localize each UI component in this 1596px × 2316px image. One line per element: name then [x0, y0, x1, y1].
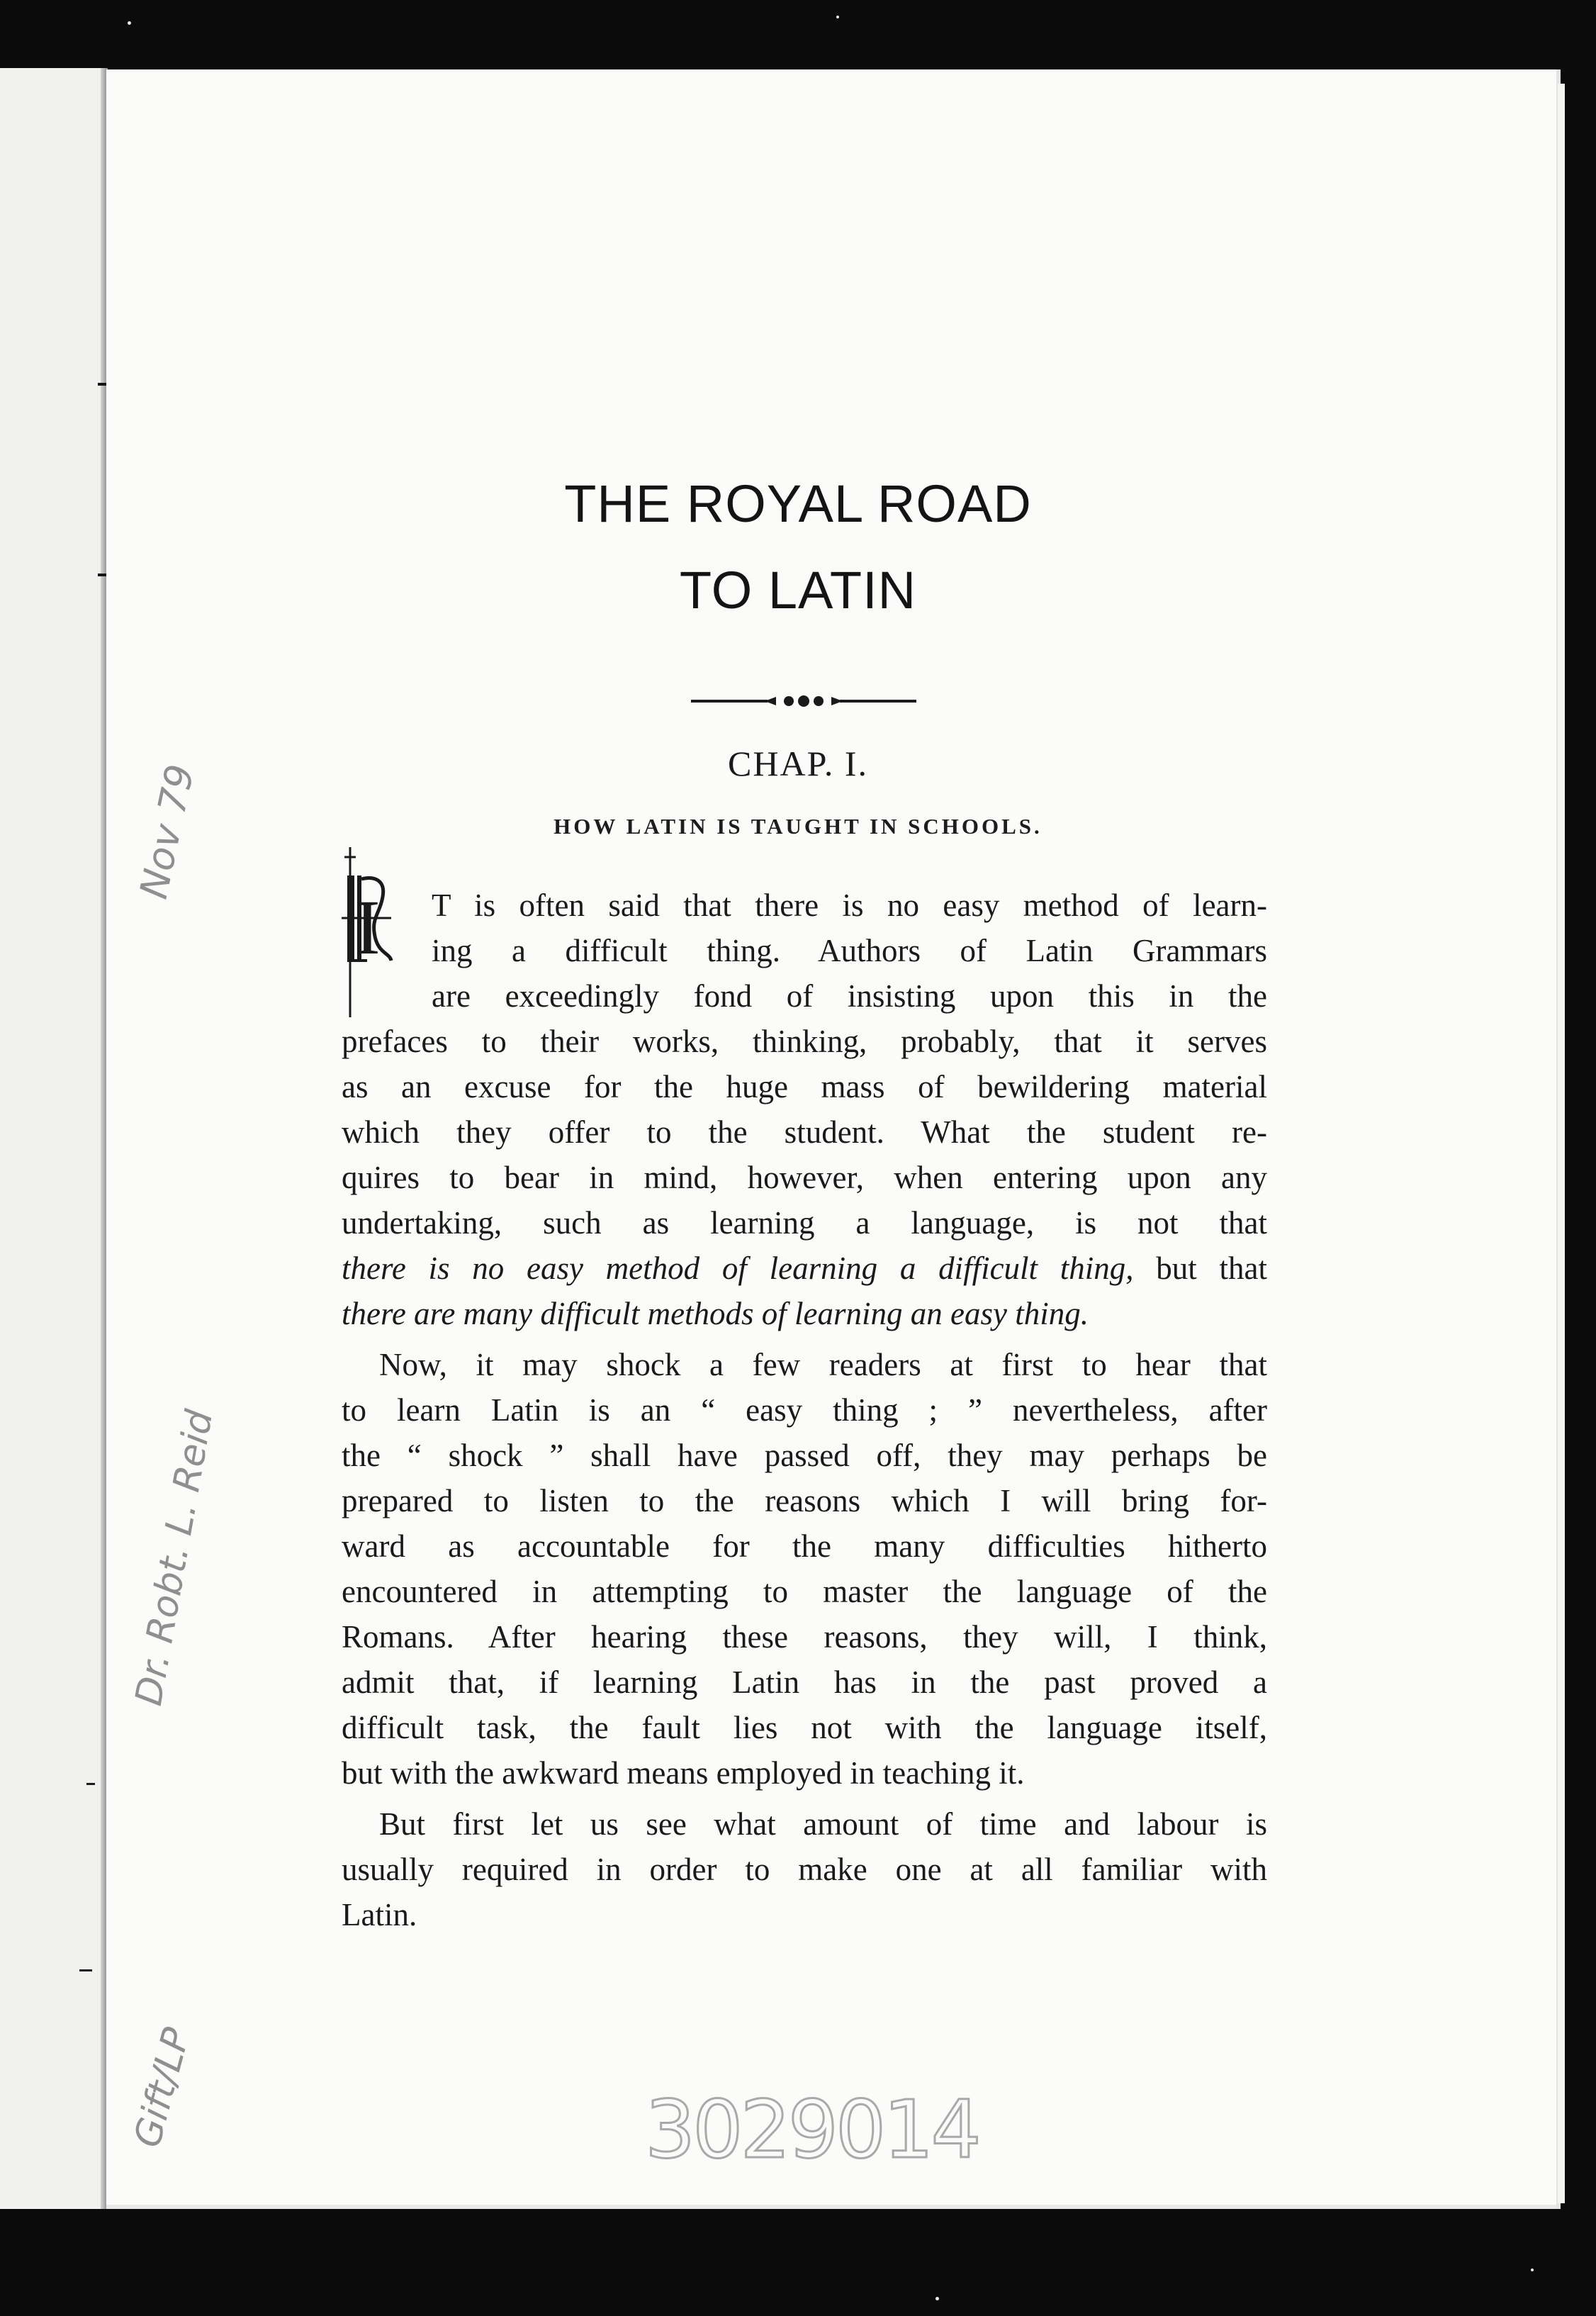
text-line: Latin. [342, 1897, 417, 1932]
text-line: Now, it may shock a few readers at first to hear that [379, 1347, 1267, 1382]
book-title-line-2: TO LATIN [679, 561, 917, 620]
ornamental-rule [691, 691, 916, 711]
pencil-donor-note: Dr. Robt. L. Reid [128, 1406, 222, 1709]
text-line-italic: there are many difficult methods of learning an easy thing. [342, 1296, 1089, 1331]
text-line: encountered in attempting to master the language of the [342, 1574, 1267, 1609]
text-line: ing a difficult thing. Authors of Latin Grammars [432, 933, 1267, 968]
pencil-date-note: Nov 79 [131, 760, 203, 903]
speck [836, 16, 839, 18]
binding-tick [79, 1969, 92, 1971]
text-line: difficult task, the fault lies not with the language itself, [342, 1710, 1267, 1745]
text-line: the “ shock ” shall have passed off, they may perhaps be [342, 1438, 1267, 1473]
drop-cap-letter: I [354, 884, 381, 970]
speck [935, 2297, 939, 2300]
italic-phrase: there is no easy method of learning a difficult thing, [342, 1251, 1134, 1286]
text-line: admit that, if learning Latin has in the past proved a [342, 1665, 1267, 1700]
book-title-line-1: THE ROYAL ROAD [564, 474, 1032, 533]
text-line-mixed [342, 1246, 1267, 1291]
text-line: But first let us see what amount of time and labour is [379, 1806, 1267, 1842]
text-line: ward as accountable for the many difficulties hitherto [342, 1528, 1267, 1564]
text-line: Romans. After hearing these reasons, they will, I think, [342, 1619, 1267, 1655]
text-line: which they offer to the student. What the student re- [342, 1114, 1267, 1150]
text-fragment: but that [1133, 1251, 1267, 1286]
text-line: as an excuse for the huge mass of bewildering material [342, 1069, 1267, 1104]
page-edge [1558, 84, 1565, 2203]
text-line: usually required in order to make one at all familiar with [342, 1852, 1267, 1887]
pencil-gift-note: Gift/LP [126, 2023, 199, 2152]
speck [1531, 2269, 1534, 2271]
text-line: are exceedingly fond of insisting upon this in the [432, 978, 1267, 1014]
text-line: but with the awkward means employed in teaching it. [342, 1755, 1025, 1791]
binding-tick [86, 1783, 95, 1785]
text-line: prepared to listen to the reasons which I will bring for- [342, 1483, 1267, 1518]
text-line: undertaking, such as learning a language, is not that [342, 1205, 1267, 1241]
handwritten-accession-number: 3029014 [645, 2084, 979, 2176]
text-line: prefaces to their works, thinking, probably, that it serves [342, 1024, 1267, 1059]
text-line: T is often said that there is no easy method of learn- [432, 888, 1267, 923]
chapter-number: CHAP. I. [728, 744, 868, 783]
text-line: quires to bear in mind, however, when entering upon any [342, 1160, 1267, 1195]
facing-page-edge [0, 68, 108, 2209]
text-line: to learn Latin is an “ easy thing ; ” nevertheless, after [342, 1392, 1267, 1428]
chapter-heading: HOW LATIN IS TAUGHT IN SCHOOLS. [553, 814, 1043, 839]
speck [128, 21, 131, 25]
drop-cap-initial [342, 847, 395, 1017]
